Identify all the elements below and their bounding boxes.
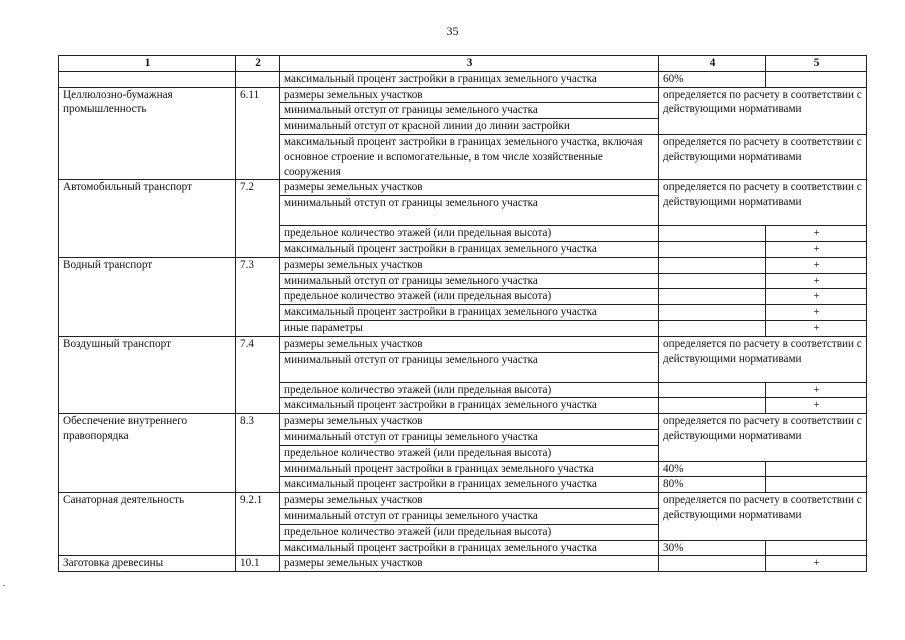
activity-code-cell: 6.11 — [236, 87, 280, 180]
parameter-cell: максимальный процент застройки в границах земельного участка — [280, 477, 659, 493]
value-cell — [766, 461, 867, 477]
parameter-cell: минимальный отступ от красной линии до линии застройки — [280, 119, 659, 135]
activity-code-cell: 9.2.1 — [236, 493, 280, 556]
zoning-parameters-table — [58, 55, 867, 572]
parameter-cell: максимальный процент застройки в границах земельного участка — [280, 71, 659, 87]
activity-code-cell — [236, 71, 280, 87]
value-cell — [659, 273, 766, 289]
column-header-2: 2 — [236, 56, 280, 72]
scan-edge-mark — [3, 585, 5, 586]
value-cell: + — [766, 273, 867, 289]
merged-value-cell: определяется по расчету в соответствии с действующими нормативами — [659, 414, 867, 461]
value-cell — [659, 241, 766, 257]
merged-value-cell: определяется по расчету в соответствии с действующими нормативами — [659, 87, 867, 134]
parameter-cell: минимальный отступ от границы земельного участка — [280, 352, 659, 382]
value-cell: + — [766, 226, 867, 242]
column-header-5: 5 — [766, 56, 867, 72]
activity-name-cell: Заготовка древесины — [59, 556, 236, 572]
value-cell: + — [766, 241, 867, 257]
parameter-cell: предельное количество этажей (или предельная высота) — [280, 382, 659, 398]
parameter-cell: размеры земельных участков — [280, 556, 659, 572]
value-cell — [659, 382, 766, 398]
activity-code-cell: 10.1 — [236, 556, 280, 572]
parameter-cell: предельное количество этажей (или предельная высота) — [280, 226, 659, 242]
parameter-cell: предельное количество этажей (или предельная высота) — [280, 289, 659, 305]
activity-name-cell: Автомобильный транспорт — [59, 180, 236, 257]
merged-value-cell: определяется по расчету в соответствии с действующими нормативами — [659, 134, 867, 179]
value-cell — [766, 540, 867, 556]
activity-code-cell: 7.3 — [236, 257, 280, 336]
merged-value-cell: определяется по расчету в соответствии с действующими нормативами — [659, 180, 867, 226]
column-header-4: 4 — [659, 56, 766, 72]
activity-name-cell: Воздушный транспорт — [59, 336, 236, 413]
parameter-cell: максимальный процент застройки в границах земельного участка — [280, 241, 659, 257]
value-cell: + — [766, 289, 867, 305]
parameter-cell: размеры земельных участков — [280, 180, 659, 196]
value-cell — [659, 556, 766, 572]
activity-code-cell: 8.3 — [236, 414, 280, 493]
value-cell: + — [766, 320, 867, 336]
parameter-cell: минимальный отступ от границы земельного участка — [280, 103, 659, 119]
value-cell — [766, 71, 867, 87]
column-header-3: 3 — [280, 56, 659, 72]
value-cell: + — [766, 382, 867, 398]
parameter-cell: максимальный процент застройки в границах земельного участка — [280, 305, 659, 321]
table-row — [59, 71, 867, 87]
activity-code-cell: 7.4 — [236, 336, 280, 413]
parameter-cell: размеры земельных участков — [280, 493, 659, 509]
table-row — [59, 556, 867, 572]
table-row — [59, 257, 867, 273]
value-cell: 30% — [659, 540, 766, 556]
activity-name-cell: Обеспечение внутреннего правопорядка — [59, 414, 236, 493]
activity-code-cell: 7.2 — [236, 180, 280, 257]
parameter-cell: предельное количество этажей (или предельная высота) — [280, 524, 659, 540]
activity-name-cell: Санаторная деятельность — [59, 493, 236, 556]
value-cell — [659, 226, 766, 242]
parameter-cell: иные параметры — [280, 320, 659, 336]
merged-value-cell: определяется по расчету в соответствии с действующими нормативами — [659, 336, 867, 382]
table-header-row — [59, 56, 867, 72]
value-cell — [659, 398, 766, 414]
value-cell — [659, 289, 766, 305]
activity-name-cell: Водный транспорт — [59, 257, 236, 336]
value-cell — [659, 305, 766, 321]
value-cell: 60% — [659, 71, 766, 87]
column-header-1: 1 — [59, 56, 236, 72]
parameter-cell: размеры земельных участков — [280, 336, 659, 352]
value-cell — [659, 257, 766, 273]
table-row — [59, 180, 867, 196]
page-number: 35 — [446, 24, 459, 38]
value-cell — [766, 477, 867, 493]
table-row — [59, 414, 867, 430]
parameter-cell: максимальный процент застройки в границах земельного участка, включая основное строение и вспомогательные, в том числе хозяйственные сооружения — [280, 134, 659, 179]
value-cell: + — [766, 305, 867, 321]
merged-value-cell: определяется по расчету в соответствии с действующими нормативами — [659, 493, 867, 540]
parameter-cell: максимальный процент застройки в границах земельного участка — [280, 540, 659, 556]
activity-name-cell — [59, 71, 236, 87]
table-row — [59, 336, 867, 352]
parameter-cell: размеры земельных участков — [280, 414, 659, 430]
value-cell: 40% — [659, 461, 766, 477]
parameter-cell: размеры земельных участков — [280, 87, 659, 103]
value-cell: + — [766, 257, 867, 273]
parameter-cell: минимальный отступ от границы земельного участка — [280, 429, 659, 445]
table-row — [59, 87, 867, 103]
parameter-cell: максимальный процент застройки в границах земельного участка — [280, 398, 659, 414]
table-row — [59, 493, 867, 509]
parameter-cell: предельное количество этажей (или предельная высота) — [280, 445, 659, 461]
value-cell: 80% — [659, 477, 766, 493]
parameter-cell: минимальный отступ от границы земельного участка — [280, 273, 659, 289]
parameter-cell: минимальный отступ от границы земельного участка — [280, 196, 659, 226]
value-cell: + — [766, 398, 867, 414]
parameter-cell: размеры земельных участков — [280, 257, 659, 273]
parameter-cell: минимальный процент застройки в границах земельного участка — [280, 461, 659, 477]
parameter-cell: минимальный отступ от границы земельного участка — [280, 508, 659, 524]
value-cell — [659, 320, 766, 336]
activity-name-cell: Целлюлозно-бумажная промышленность — [59, 87, 236, 180]
value-cell: + — [766, 556, 867, 572]
